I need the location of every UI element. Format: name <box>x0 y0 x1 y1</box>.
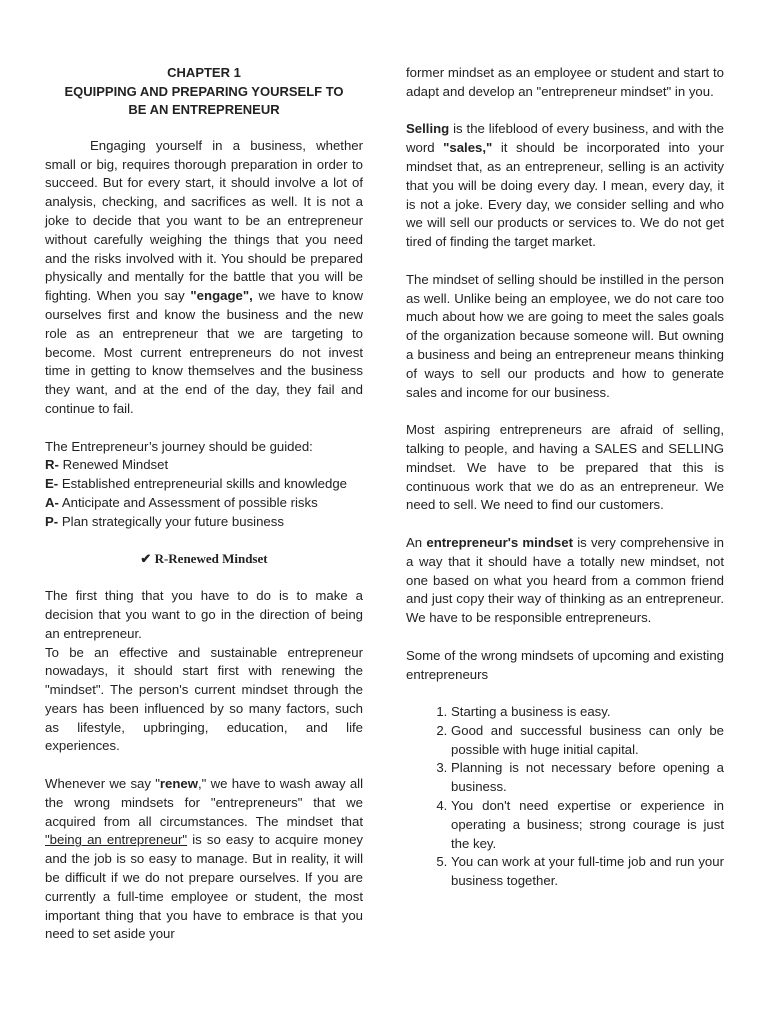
paragraph-aspiring: Most aspiring entrepreneurs are afraid of selling, talking to people, and having a SALES and SELLING mindset. We have to be prepared that this is continuous work that we do as an entrepreneur. We need to sell. We need to find our customers. <box>406 422 724 513</box>
journey-text: Plan strategically your future business <box>58 513 284 529</box>
checkmark-icon: ✔ <box>140 551 152 567</box>
intro-paragraph <box>45 137 363 419</box>
renew-text-b: ," we have to wash away all the wrong mindsets for "entrepreneurs" that we acquired from all circumstances. The mindset that <box>45 776 364 829</box>
wrong-mindsets-list <box>406 703 724 891</box>
chapter-title-line1: EQUIPPING AND PREPARING YOURSELF TO <box>64 83 344 99</box>
list-item: 2. Good and successful business can only be possible with huge initial capital. <box>451 722 724 760</box>
renew-text-a: Whenever we say " <box>45 776 160 792</box>
left-column <box>45 64 363 963</box>
journey-list <box>45 438 363 532</box>
journey-intro: The Entrepreneur’s journey should be guided: <box>45 438 313 454</box>
paragraph-selling-mindset: The mindset of selling should be instilled in the person as well. Unlike being an employee, we do not care too much about how we are going to meet the sales goals of the organization because someone will. But owning a business and being an entrepreneur means thinking of ways to sell our products and how to generate sales and income for our business. <box>406 271 724 400</box>
intro-text-a: Engaging yourself in a business, whether small or big, requires thorough preparation in order to succeed. But for every start, it should involve a lot of analysis, checking, and sacrifices as well. It is not a joke to decide that you want to be an entrepreneur without carefully weighing the things that you need and the risks involved with it. You should be prepared physically and mentally for the battle that you will be fighting. When you say <box>45 137 363 304</box>
section-heading-renewed-mindset <box>45 550 363 569</box>
entrepreneur-mindset-term: entrepreneur's mindset <box>426 534 573 550</box>
journey-text: Anticipate and Assessment of possible risks <box>58 494 318 510</box>
journey-key: P- <box>45 513 59 529</box>
paragraph-entrepreneur-mindset <box>406 534 724 628</box>
journey-key: R- <box>45 457 59 473</box>
section-title: R-Renewed Mindset <box>151 551 268 567</box>
journey-text: Renewed Mindset <box>58 457 169 473</box>
sales-term: "sales," <box>443 140 493 156</box>
renew-text-c: is so easy to acquire money and the job is so easy to manage. But in reality, it will be difficult if we do not prepare ourselves. If you are currently a full-time employee or student, the most important thing that you have to embrace is that you need to set aside your <box>45 832 364 942</box>
list-item: 1. Starting a business is easy. <box>451 703 724 722</box>
list-item: 3. Planning is not necessary before opening a business. <box>451 759 724 797</box>
selling-term: Selling <box>406 121 450 137</box>
mindset-text-a: An <box>406 534 427 550</box>
journey-item-p <box>45 513 363 532</box>
selling-text-a: is the lifeblood of every business, and with the word <box>406 121 724 156</box>
chapter-label: CHAPTER 1 <box>167 65 241 80</box>
right-column <box>406 64 724 891</box>
list-item: 4. You don't need expertise or experience in operating a business; strong courage is just the key. <box>451 797 724 853</box>
journey-item-e <box>45 475 363 494</box>
journey-text: Established entrepreneurial skills and knowledge <box>58 476 348 492</box>
paragraph-decision: The first thing that you have to do is to make a decision that you want to go in the direction of being an entrepreneur. <box>45 588 363 641</box>
being-entrepreneur-phrase: "being an entrepreneur" <box>45 832 188 848</box>
list-item: 5. You can work at your full-time job and run your business together. <box>451 853 724 891</box>
paragraph-renew <box>45 775 363 944</box>
renew-term: renew <box>159 776 199 792</box>
paragraph-renew-mindset: To be an effective and sustainable entrepreneur nowadays, it should start first with renewing the "mindset". The person's current mindset through the years has been influenced by so many factors, such as lifestyle, upbringing, education, and life experiences. <box>45 644 363 754</box>
paragraph-former-mindset: former mindset as an employee or student and start to adapt and develop an "entrepreneur mindset" in you. <box>406 65 724 99</box>
journey-key: E- <box>45 476 59 492</box>
selling-text-b: it should be incorporated into your mindset that, as an entrepreneur, selling is an activity that you will be doing every day. I mean, every day, it is not a joke. Every day, we consider selling and who we will sell our products or services to. We do not get tired of finding the target market. <box>406 140 724 250</box>
journey-key: A- <box>45 494 59 510</box>
journey-item-r <box>45 456 363 475</box>
paragraph-selling <box>406 120 724 252</box>
chapter-title-line2: BE AN ENTREPRENEUR <box>128 102 280 118</box>
chapter-heading <box>45 64 363 120</box>
engage-term: "engage", <box>190 288 253 304</box>
mindset-text-b: is very comprehensive in a way that it should have a totally new mindset, not one based on what you heard from a common friend and just copy their way of thinking as an entrepreneur. We have to be responsible entrepreneurs. <box>406 534 724 626</box>
journey-item-a <box>45 494 363 513</box>
intro-text-b: we have to know ourselves first and know the business and the new role as an entrepreneur that we are targeting to become. Most current entrepreneurs do not invest time in getting to know themselves and the business they want, and at the end of the day, they fail and continue to fail. <box>45 288 363 416</box>
paragraph-wrong-mindsets-intro: Some of the wrong mindsets of upcoming and existing entrepreneurs <box>406 647 724 682</box>
